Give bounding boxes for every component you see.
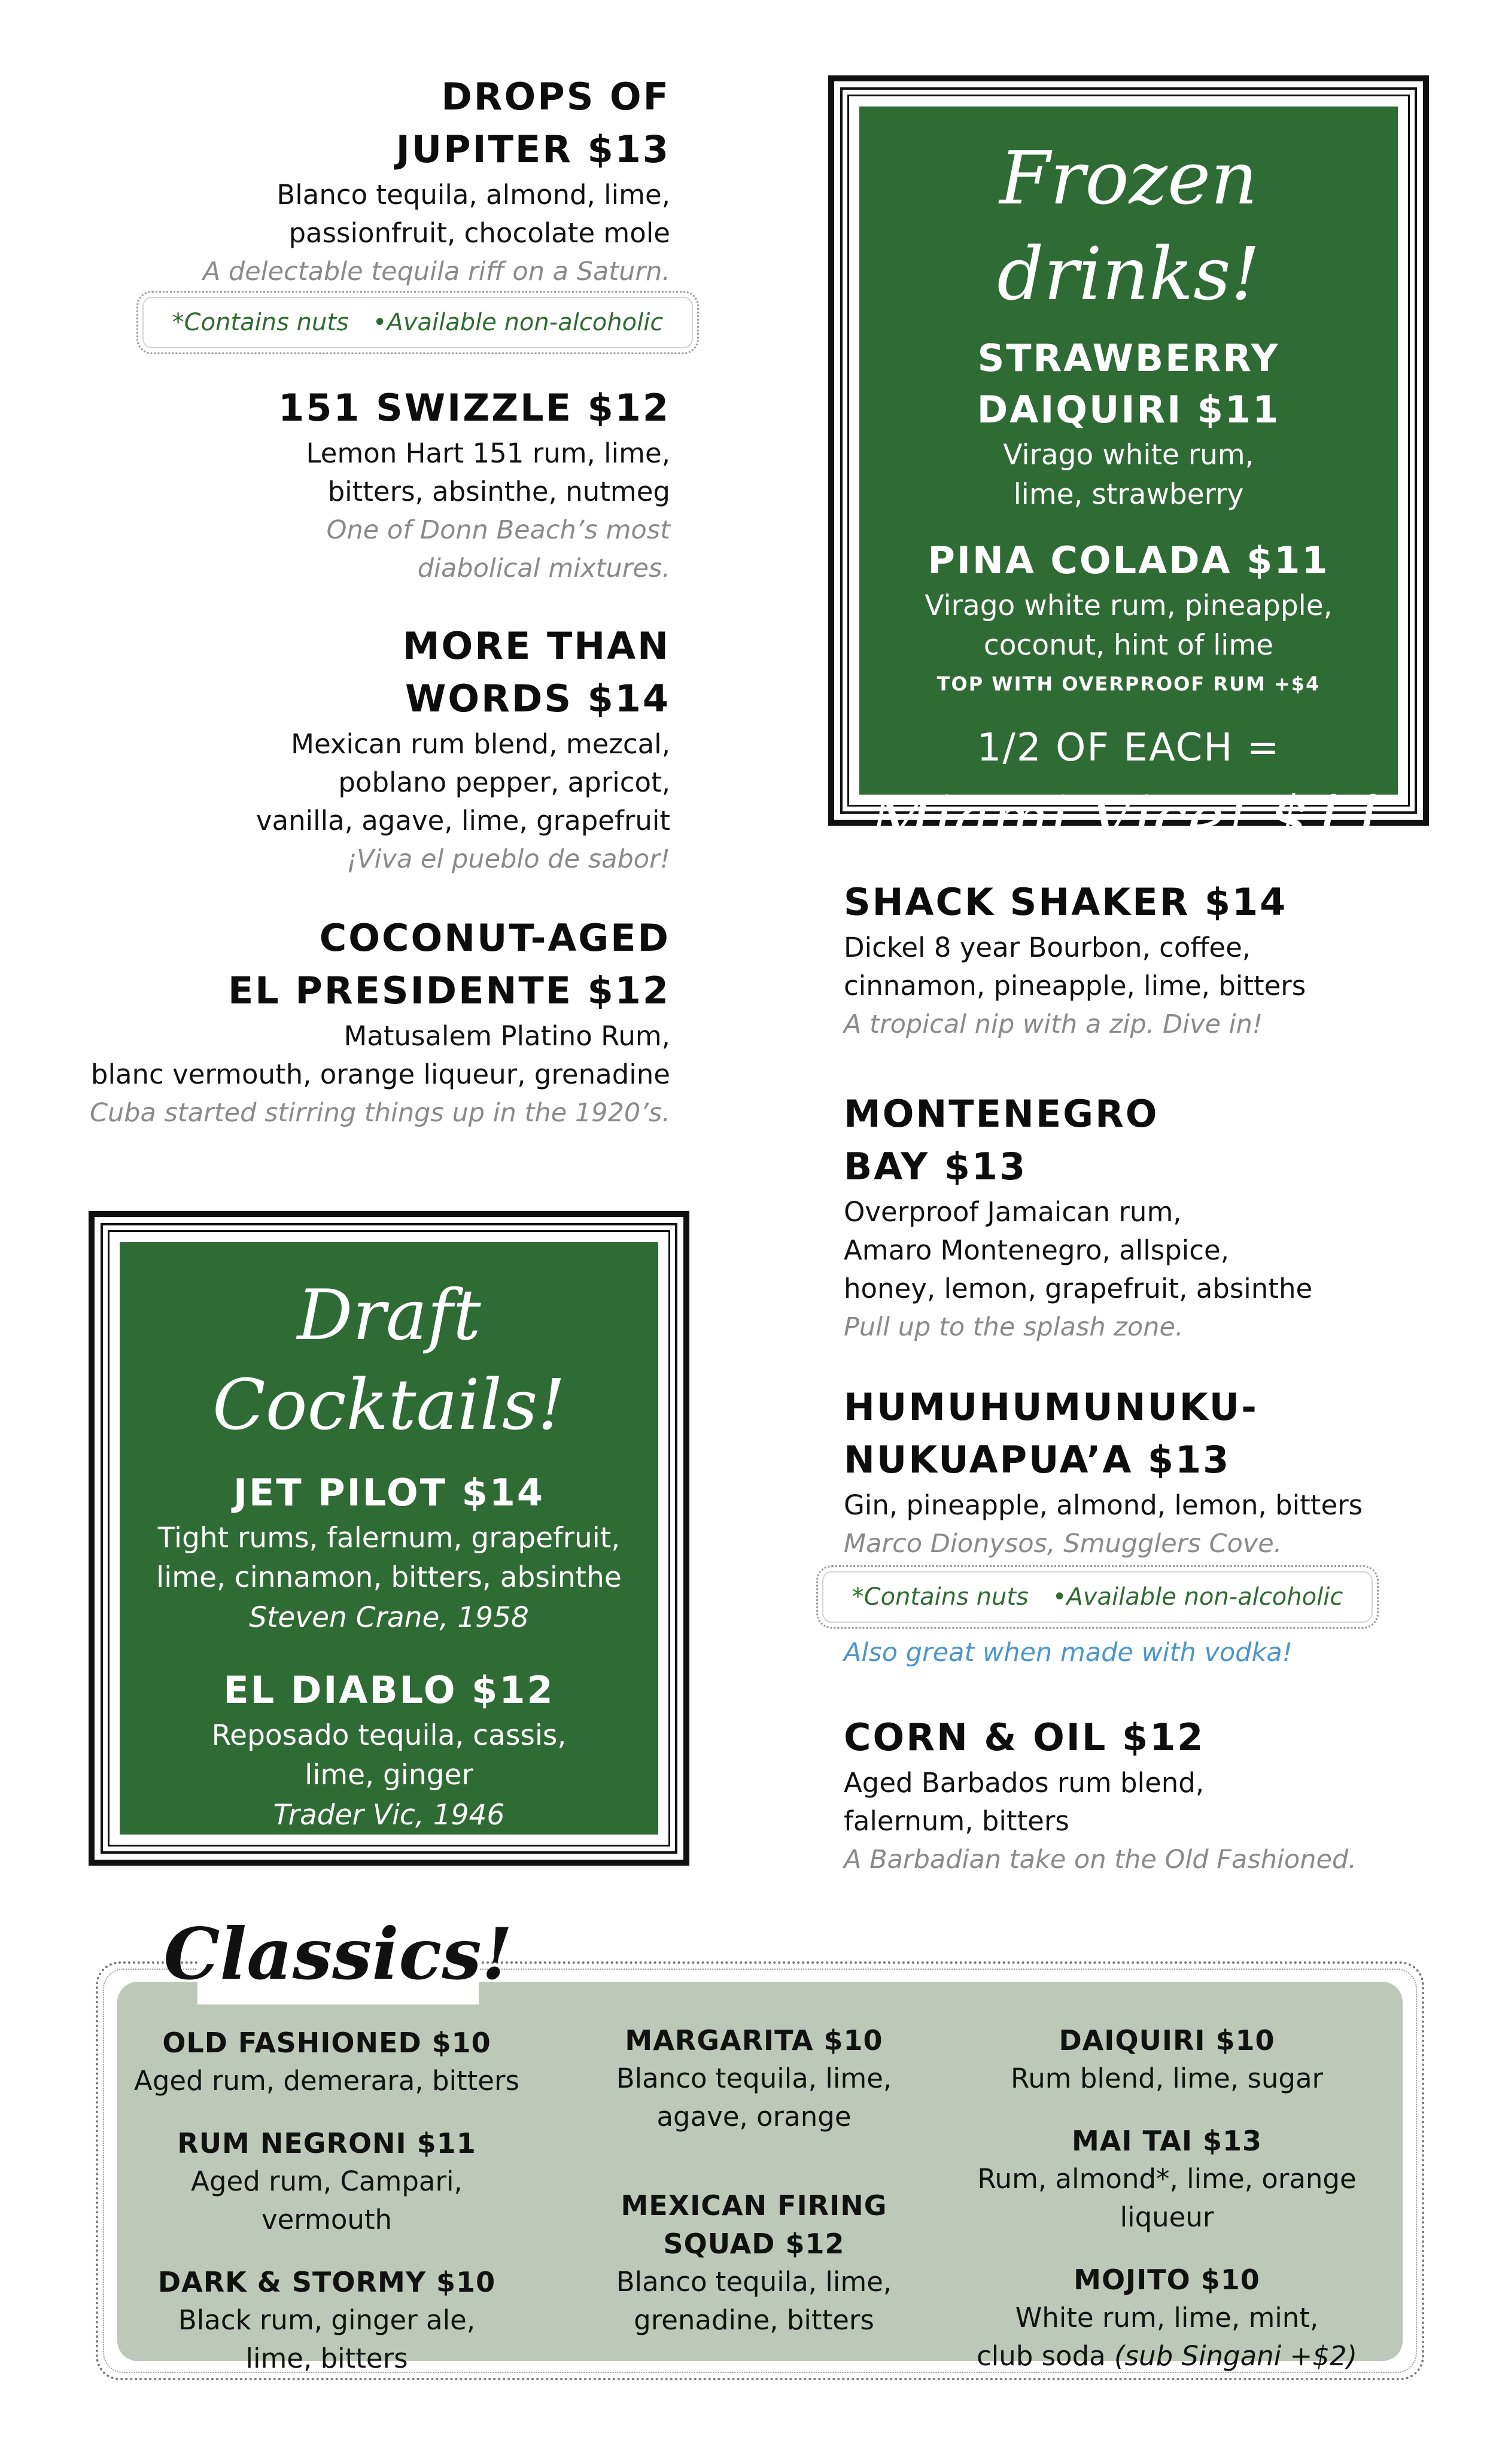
item-name: PINA COLADA $11 xyxy=(928,539,1330,582)
non-alcoholic-label: •Available non-alcoholic xyxy=(1052,1583,1343,1611)
item-ingredients: bitters, absinthe, nutmeg xyxy=(327,476,670,507)
item-ingredients: Aged Barbados rum blend, xyxy=(844,1767,1205,1799)
item-name: CORN & OIL $12 xyxy=(844,1715,1205,1759)
item-ingredients: honey, lemon, grapefruit, absinthe xyxy=(844,1273,1313,1304)
classics-column-1 xyxy=(129,2024,524,2378)
menu-item-coconut-aged-el-presidente xyxy=(12,912,670,1132)
contains-nuts-label: *Contains nuts xyxy=(852,1583,1029,1611)
item-name: MEXICAN FIRING xyxy=(621,2189,887,2222)
menu-item-corn-and-oil xyxy=(844,1711,1442,1879)
singani-option-text: (sub Singani +$2) xyxy=(1114,2340,1358,2372)
frozen-drinks-box xyxy=(828,75,1429,855)
item-name: EL DIABLO $12 xyxy=(223,1668,555,1712)
item-ingredients: vanilla, agave, lime, grapefruit xyxy=(256,805,670,836)
item-ingredients: Lemon Hart 151 rum, lime, xyxy=(306,437,670,469)
item-name: MOJITO $10 xyxy=(1074,2264,1260,2296)
item-ingredients: Dickel 8 year Bourbon, coffee, xyxy=(844,932,1251,963)
contains-nuts-label: *Contains nuts xyxy=(172,309,349,336)
item-ingredients: blanc vermouth, orange liqueur, grenadine xyxy=(90,1058,670,1090)
club-soda-text: club soda xyxy=(976,2340,1106,2372)
item-description: Pull up to the splash zone. xyxy=(844,1312,1184,1342)
classics-column-2 xyxy=(557,2021,951,2340)
item-ingredients: coconut, hint of lime xyxy=(983,629,1274,662)
item-ingredients: Aged rum, demerara, bitters xyxy=(134,2065,519,2097)
item-description: A delectable tequila riff on a Saturn. xyxy=(202,257,670,287)
item-name: HUMUHUMUNUKU- xyxy=(844,1385,1258,1429)
classic-item xyxy=(557,2186,951,2340)
menu-item-montenegro-bay xyxy=(844,1088,1442,1346)
menu-item-drops-of-jupiter xyxy=(72,71,670,291)
item-ingredients: lime, ginger xyxy=(305,1759,473,1791)
item-name: DAIQUIRI $11 xyxy=(977,388,1281,431)
item-description: Marco Dionysos, Smugglers Cove. xyxy=(844,1529,1282,1559)
menu-item-shack-shaker xyxy=(844,876,1442,1044)
item-ingredients: Matusalem Platino Rum, xyxy=(343,1020,670,1052)
draft-cocktails-box xyxy=(89,1211,689,1866)
item-ingredients: lime, strawberry xyxy=(1013,478,1244,511)
classic-item xyxy=(129,2124,524,2239)
item-name: COCONUT-AGED xyxy=(319,916,670,960)
miami-vice-label: Miami Vice! $11 xyxy=(869,782,1388,855)
item-ingredients: Blanco tequila, lime, xyxy=(616,2063,892,2094)
item-description: A tropical nip with a zip. Dive in! xyxy=(844,1009,1263,1039)
item-credit: Steven Crane, 1958 xyxy=(249,1601,529,1634)
classics-title: Classics! xyxy=(197,1903,479,2004)
item-ingredients: poblano pepper, apricot, xyxy=(338,766,670,798)
item-name: 151 SWIZZLE $12 xyxy=(278,386,670,430)
item-ingredients-last xyxy=(945,2337,1388,2375)
item-ingredients: agave, orange xyxy=(656,2101,852,2133)
item-ingredients: Black rum, ginger ale, xyxy=(178,2304,476,2336)
item-name: OLD FASHIONED $10 xyxy=(162,2027,491,2059)
half-each-label: 1/2 OF EACH = xyxy=(977,726,1281,770)
item-name: DROPS OF xyxy=(441,75,670,118)
item-name: MAI TAI $13 xyxy=(1071,2125,1263,2157)
menu-item-151-swizzle xyxy=(72,382,670,588)
item-ingredients: Blanco tequila, lime, xyxy=(616,2266,892,2298)
vodka-note: Also great when made with vodka! xyxy=(844,1638,1293,1668)
item-name: BAY $13 xyxy=(844,1145,1027,1188)
item-ingredients: Amaro Montenegro, allspice, xyxy=(844,1234,1229,1266)
item-ingredients: Overproof Jamaican rum, xyxy=(844,1196,1182,1228)
item-name: MARGARITA $10 xyxy=(625,2024,883,2057)
item-name: MONTENEGRO xyxy=(844,1092,1159,1136)
item-ingredients: Virago white rum, pineapple, xyxy=(925,589,1333,622)
item-ingredients: Reposado tequila, cassis, xyxy=(211,1719,567,1752)
draft-cocktails-panel xyxy=(120,1242,658,1835)
frozen-drinks-title: Frozen drinks! xyxy=(997,136,1260,317)
item-name: EL PRESIDENTE $12 xyxy=(227,969,670,1012)
item-name: RUM NEGRONI $11 xyxy=(177,2127,476,2159)
nuts-note xyxy=(816,1565,1379,1629)
item-description: A Barbadian take on the Old Fashioned. xyxy=(844,1845,1357,1875)
item-name: WORDS $14 xyxy=(405,677,670,720)
menu-item-humuhumunukunukuapuaa xyxy=(844,1381,1442,1563)
item-ingredients: lime, cinnamon, bitters, absinthe xyxy=(156,1561,622,1594)
draft-cocktails-title: Draft Cocktails! xyxy=(212,1275,565,1446)
item-ingredients: passionfruit, chocolate mole xyxy=(288,217,670,249)
item-name: SQUAD $12 xyxy=(663,2228,845,2260)
classics-column-3 xyxy=(945,2021,1388,2375)
item-ingredients: Tight rums, falernum, grapefruit, xyxy=(157,1522,621,1555)
item-name: JUPITER $13 xyxy=(396,127,670,171)
classic-item xyxy=(129,2024,524,2100)
item-ingredients: Virago white rum, xyxy=(1003,439,1254,471)
item-ingredients: lime, bitters xyxy=(245,2343,408,2374)
classic-item xyxy=(557,2021,951,2136)
frozen-drinks-panel xyxy=(859,107,1398,855)
item-ingredients: Gin, pineapple, almond, lemon, bitters xyxy=(844,1489,1363,1521)
item-name: MORE THAN xyxy=(402,624,670,668)
item-ingredients: grenadine, bitters xyxy=(634,2304,874,2336)
item-name: SHACK SHAKER $14 xyxy=(844,880,1288,924)
item-ingredients: White rum, lime, mint, xyxy=(1015,2302,1319,2334)
item-name: NUKUAPUA’A $13 xyxy=(844,1438,1231,1482)
item-ingredients: Rum, almond*, lime, orange liqueur xyxy=(977,2163,1357,2233)
classic-item xyxy=(945,2122,1388,2237)
item-ingredients: Mexican rum blend, mezcal, xyxy=(291,728,670,760)
item-name: JET PILOT $14 xyxy=(233,1471,545,1514)
item-description: diabolical mixtures. xyxy=(417,553,670,583)
non-alcoholic-label: •Available non-alcoholic xyxy=(372,309,664,336)
classic-item xyxy=(945,2021,1388,2098)
item-ingredients: Rum blend, lime, sugar xyxy=(1010,2063,1324,2094)
classic-item xyxy=(945,2261,1388,2375)
item-name: DARK & STORMY $10 xyxy=(157,2266,496,2298)
overproof-topper: TOP WITH OVERPROOF RUM +$4 xyxy=(936,673,1321,695)
item-description: One of Donn Beach’s most xyxy=(326,515,670,545)
item-name: DAIQUIRI $10 xyxy=(1059,2024,1275,2057)
item-description: Cuba started stirring things up in the 1920’s. xyxy=(89,1098,670,1128)
classic-item xyxy=(129,2263,524,2378)
item-ingredients: Aged rum, Campari, vermouth xyxy=(191,2165,463,2235)
item-ingredients: cinnamon, pineapple, lime, bitters xyxy=(844,970,1306,1002)
menu-item-more-than-words xyxy=(72,620,670,878)
item-description: ¡Viva el pueblo de sabor! xyxy=(346,844,670,874)
item-credit: Trader Vic, 1946 xyxy=(273,1799,505,1832)
item-ingredients: Blanco tequila, almond, lime, xyxy=(276,179,670,211)
item-ingredients: falernum, bitters xyxy=(844,1805,1069,1837)
nuts-note xyxy=(136,291,699,354)
item-name: STRAWBERRY xyxy=(977,336,1280,380)
